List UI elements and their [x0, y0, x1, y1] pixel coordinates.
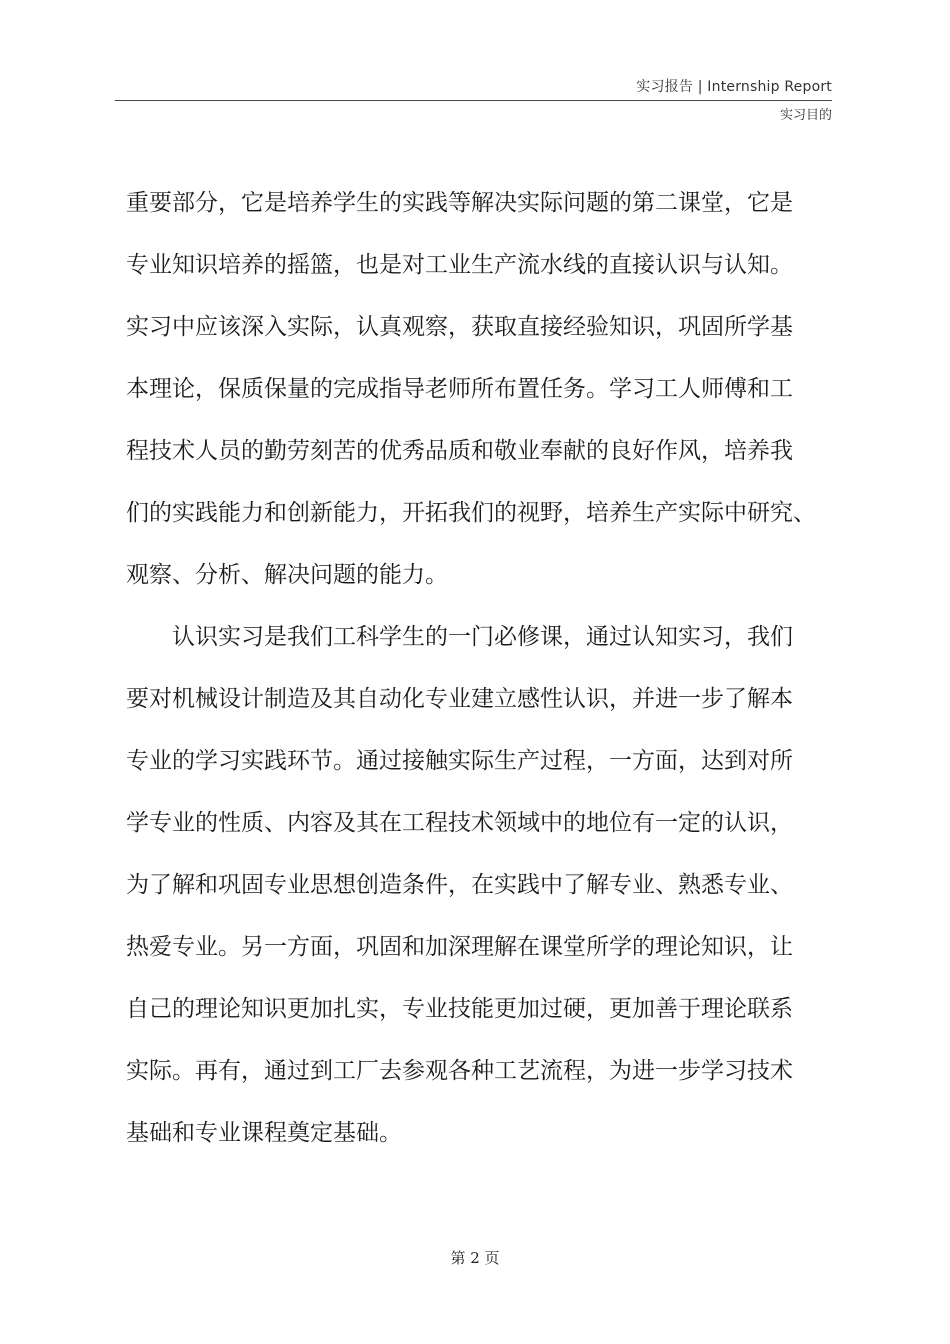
text-line: 程技术人员的勤劳刻苦的优秀品质和敬业奉献的良好作风，培养我 — [126, 438, 793, 464]
text-line: 要对机械设计制造及其自动化专业建立感性认识，并进一步了解本 — [126, 686, 793, 712]
text-line: 基础和专业课程奠定基础。 — [126, 1120, 402, 1146]
text-line: 热爱专业。另一方面，巩固和加深理解在课堂所学的理论知识，让 — [126, 934, 793, 960]
text-line: 实习中应该深入实际，认真观察，获取直接经验知识，巩固所学基 — [126, 314, 793, 340]
body-text — [126, 180, 826, 1172]
page-header — [115, 74, 832, 102]
text-line: 自己的理论知识更加扎实，专业技能更加过硬，更加善于理论联系 — [126, 996, 793, 1022]
text-line: 专业的学习实践环节。通过接触实际生产过程，一方面，达到对所 — [126, 748, 793, 774]
text-line: 们的实践能力和创新能力，开拓我们的视野，培养生产实际中研究、 — [126, 500, 816, 526]
text-line: 学专业的性质、内容及其在工程技术领域中的地位有一定的认识， — [126, 810, 793, 836]
text-line: 认识实习是我们工科学生的一门必修课，通过认知实习，我们 — [126, 624, 793, 650]
text-line: 重要部分，它是培养学生的实践等解决实际问题的第二课堂，它是 — [126, 190, 793, 216]
text-line: 本理论，保质保量的完成指导老师所布置任务。学习工人师傅和工 — [126, 376, 793, 402]
page-number: 第 2 页 — [450, 1249, 500, 1267]
header-title: 实习报告 | Internship Report — [636, 79, 832, 95]
text-line: 专业知识培养的摇篮，也是对工业生产流水线的直接认识与认知。 — [126, 252, 793, 278]
text-line: 实际。再有，通过到工厂去参观各种工艺流程，为进一步学习技术 — [126, 1058, 793, 1084]
text-line: 观察、分析、解决问题的能力。 — [126, 562, 448, 588]
text-line: 为了解和巩固专业思想创造条件，在实践中了解专业、熟悉专业、 — [126, 872, 793, 898]
header-section-label: 实习目的 — [779, 108, 832, 123]
header-divider — [115, 100, 832, 101]
